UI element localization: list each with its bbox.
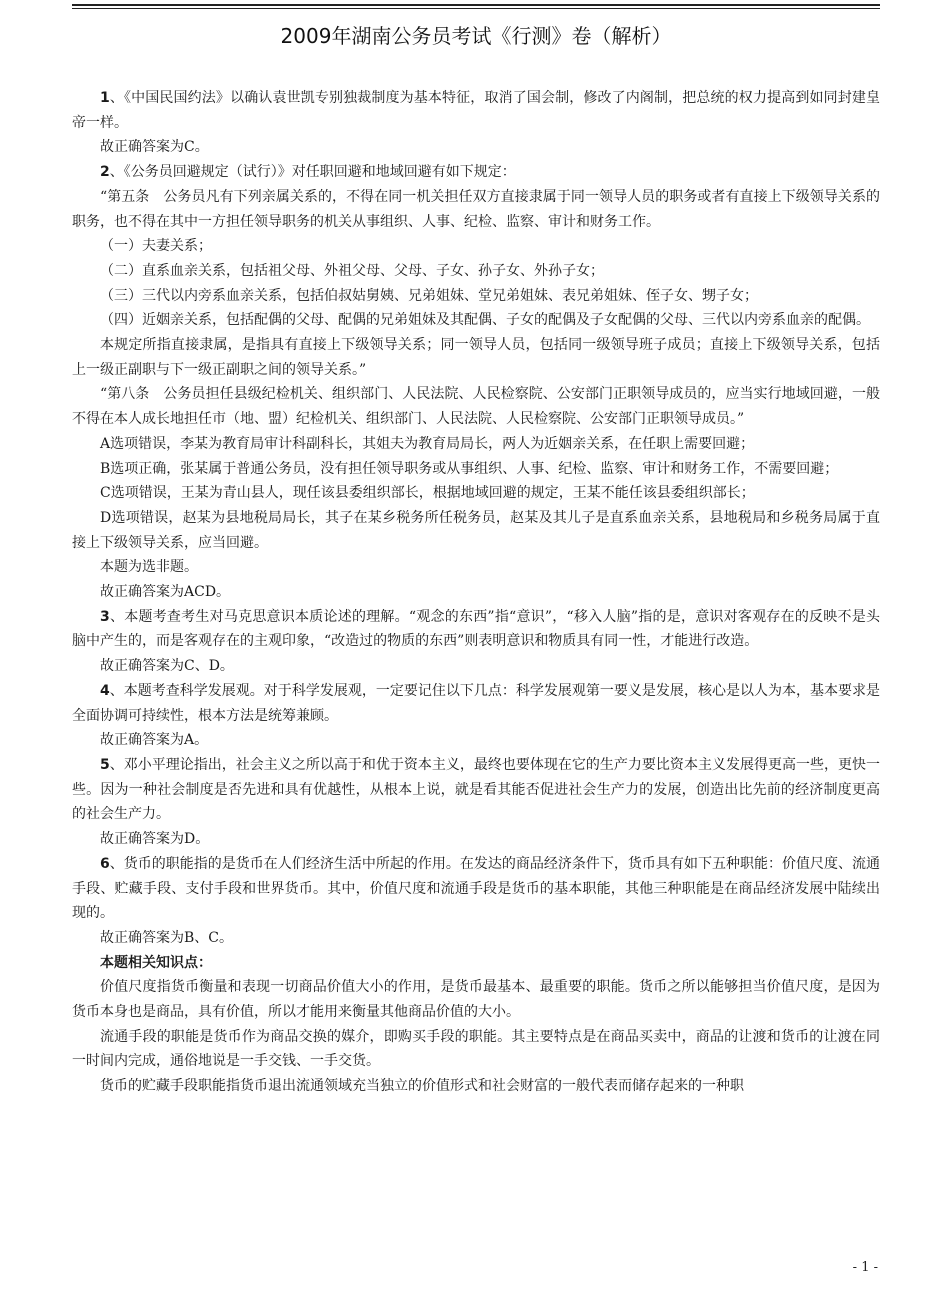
paragraph [72,185,880,234]
paragraph [72,926,880,951]
paragraph-text: 、货币的职能指的是货币在人们经济生活中所起的作用。在发达的商品经济条件下，货币具有如下五种职能：价值尺度、流通手段、贮藏手段、支付手段和世界货币。其中，价值尺度和流通手段是货币的基本职能，其他三种职能是在商品经济发展中陆续出现的。 [72,855,880,922]
document-body [72,86,880,1099]
paragraph [72,852,880,926]
paragraph [72,259,880,284]
page-title: 2009年湖南公务员考试《行测》卷（解析） [280,24,672,48]
question-number: 2 [100,164,110,181]
paragraph [72,1074,880,1099]
paragraph-text: 货币的贮藏手段职能指货币退出流通领域充当独立的价值形式和社会财富的一般代表而储存起来的一种职 [100,1078,744,1095]
paragraph [72,679,880,728]
paragraph-text: 故正确答案为D。 [100,831,210,848]
paragraph-text: 本规定所指直接隶属，是指具有直接上下级领导关系；同一领导人员，包括同一级领导班子成员；直接上下级领导关系，包括上一级正副职与下一级正副职之间的领导关系。” [72,337,880,378]
paragraph [72,284,880,309]
paragraph [72,555,880,580]
paragraph [72,580,880,605]
paragraph [72,654,880,679]
paragraph [72,432,880,457]
header-rule-thin [72,8,880,9]
paragraph [72,333,880,382]
paragraph [72,506,880,555]
paragraph-text: 、本题考查科学发展观。对于科学发展观，一定要记住以下几点：科学发展观第一要义是发展，核心是以人为本，基本要求是全面协调可持续性，根本方法是统筹兼顾。 [72,682,880,724]
section-heading [72,951,880,976]
paragraph-text: 故正确答案为ACD。 [100,584,231,601]
paragraph [72,160,880,185]
paragraph-text: 流通手段的职能是货币作为商品交换的媒介，即购买手段的职能。其主要特点是在商品买卖中，商品的让渡和货币的让渡在同一时间内完成，通俗地说是一手交钱、一手交货。 [72,1028,880,1070]
paragraph-text: 、《公务员回避规定（试行）》对任职回避和地域回避有如下规定： [109,164,516,181]
paragraph-text: D选项错误，赵某为县地税局局长，其子在某乡税务所任税务员，赵某及其儿子是直系血亲关系，县地税局和乡税务局属于直接上下级领导关系，应当回避。 [72,509,880,551]
paragraph-text: （四）近姻亲关系，包括配偶的父母、配偶的兄弟姐妹及其配偶、子女的配偶及子女配偶的父母、三代以内旁系血亲的配偶。 [100,312,870,329]
paragraph [72,234,880,259]
paragraph [72,457,880,482]
paragraph [72,1025,880,1074]
paragraph [72,86,880,135]
question-number: 3 [100,608,110,625]
question-number: 1 [100,90,110,106]
paragraph-text: （三）三代以内旁系血亲关系，包括伯叔姑舅姨、兄弟姐妹、堂兄弟姐妹、表兄弟姐妹、侄子女、甥子女； [100,287,758,304]
paragraph [72,308,880,333]
paragraph-text: （二）直系血亲关系，包括祖父母、外祖父母、父母、子女、孙子女、外孙子女； [100,262,604,279]
paragraph-text: “第五条 公务员凡有下列亲属关系的，不得在同一机关担任双方直接隶属于同一领导人员的职务或者有直接上下级领导关系的职务，也不得在其中一方担任领导职务的机关从事组织、人事、纪检、监察、审计和财务工作。 [72,188,880,230]
paragraph-text: A选项错误，李某为教育局审计科副科长，其姐夫为教育局局长，两人为近姻亲关系，在任职上需要回避； [100,435,755,452]
paragraph [72,382,880,431]
question-number: 6 [100,855,110,872]
paragraph-text: 故正确答案为C、D。 [100,658,234,675]
question-number: 4 [100,682,110,699]
header-rule-thick [72,4,880,6]
paragraph-text: B选项正确，张某属于普通公务员，没有担任领导职务或从事组织、人事、纪检、监察、审计和财务工作，不需要回避； [100,460,839,477]
paragraph [72,753,880,827]
paragraph-text: 故正确答案为B、C。 [100,929,233,946]
paragraph-text: （一）夫妻关系； [100,238,212,255]
paragraph-text: 故正确答案为A。 [100,732,209,749]
paragraph-text: C选项错误，王某为青山县人，现任该县委组织部长，根据地域回避的规定，王某不能任该县委组织部长； [100,485,755,502]
paragraph-text: 本题相关知识点： [100,954,212,971]
paragraph-text: 故正确答案为C。 [100,139,209,156]
paragraph-text: 、《中国民国约法》以确认袁世凯专别独裁制度为基本特征，取消了国会制，修改了内阁制，把总统的权力提高到如同封建皇帝一样。 [72,90,880,131]
page-number: - 1 - [852,1260,878,1275]
paragraph [72,827,880,852]
paragraph-text: 、本题考查考生对马克思意识本质论述的理解。“观念的东西”指“意识”，“移入人脑”指的是，意识对客观存在的反映不是头脑中产生的，而是客观存在的主观印象，“改造过的物质的东西”则表明意识和物质具有同一性，才能进行改造。 [72,608,880,650]
paragraph [72,975,880,1024]
paragraph-text: 价值尺度指货币衡量和表现一切商品价值大小的作用，是货币最基本、最重要的职能。货币之所以能够担当价值尺度，是因为货币本身也是商品，具有价值，所以才能用来衡量其他商品价值的大小。 [72,979,880,1021]
question-number: 5 [100,756,110,773]
paragraph [72,728,880,753]
paragraph-text: 、邓小平理论指出，社会主义之所以高于和优于资本主义，最终也要体现在它的生产力要比资本主义发展得更高一些，更快一些。因为一种社会制度是否先进和具有优越性，从根本上说，就是看其能否促进社会生产力的发展，创造出比先前的经济制度更高的社会生产力。 [72,756,880,823]
paragraph-text: 本题为选非题。 [100,559,198,576]
paragraph [72,605,880,654]
paragraph [72,481,880,506]
paragraph [72,135,880,160]
paragraph-text: “第八条 公务员担任县级纪检机关、组织部门、人民法院、人民检察院、公安部门正职领导成员的，应当实行地域回避，一般不得在本人成长地担任市（地、盟）纪检机关、组织部门、人民法院、人民检察院、公安部门正职领导成员。” [72,386,880,428]
